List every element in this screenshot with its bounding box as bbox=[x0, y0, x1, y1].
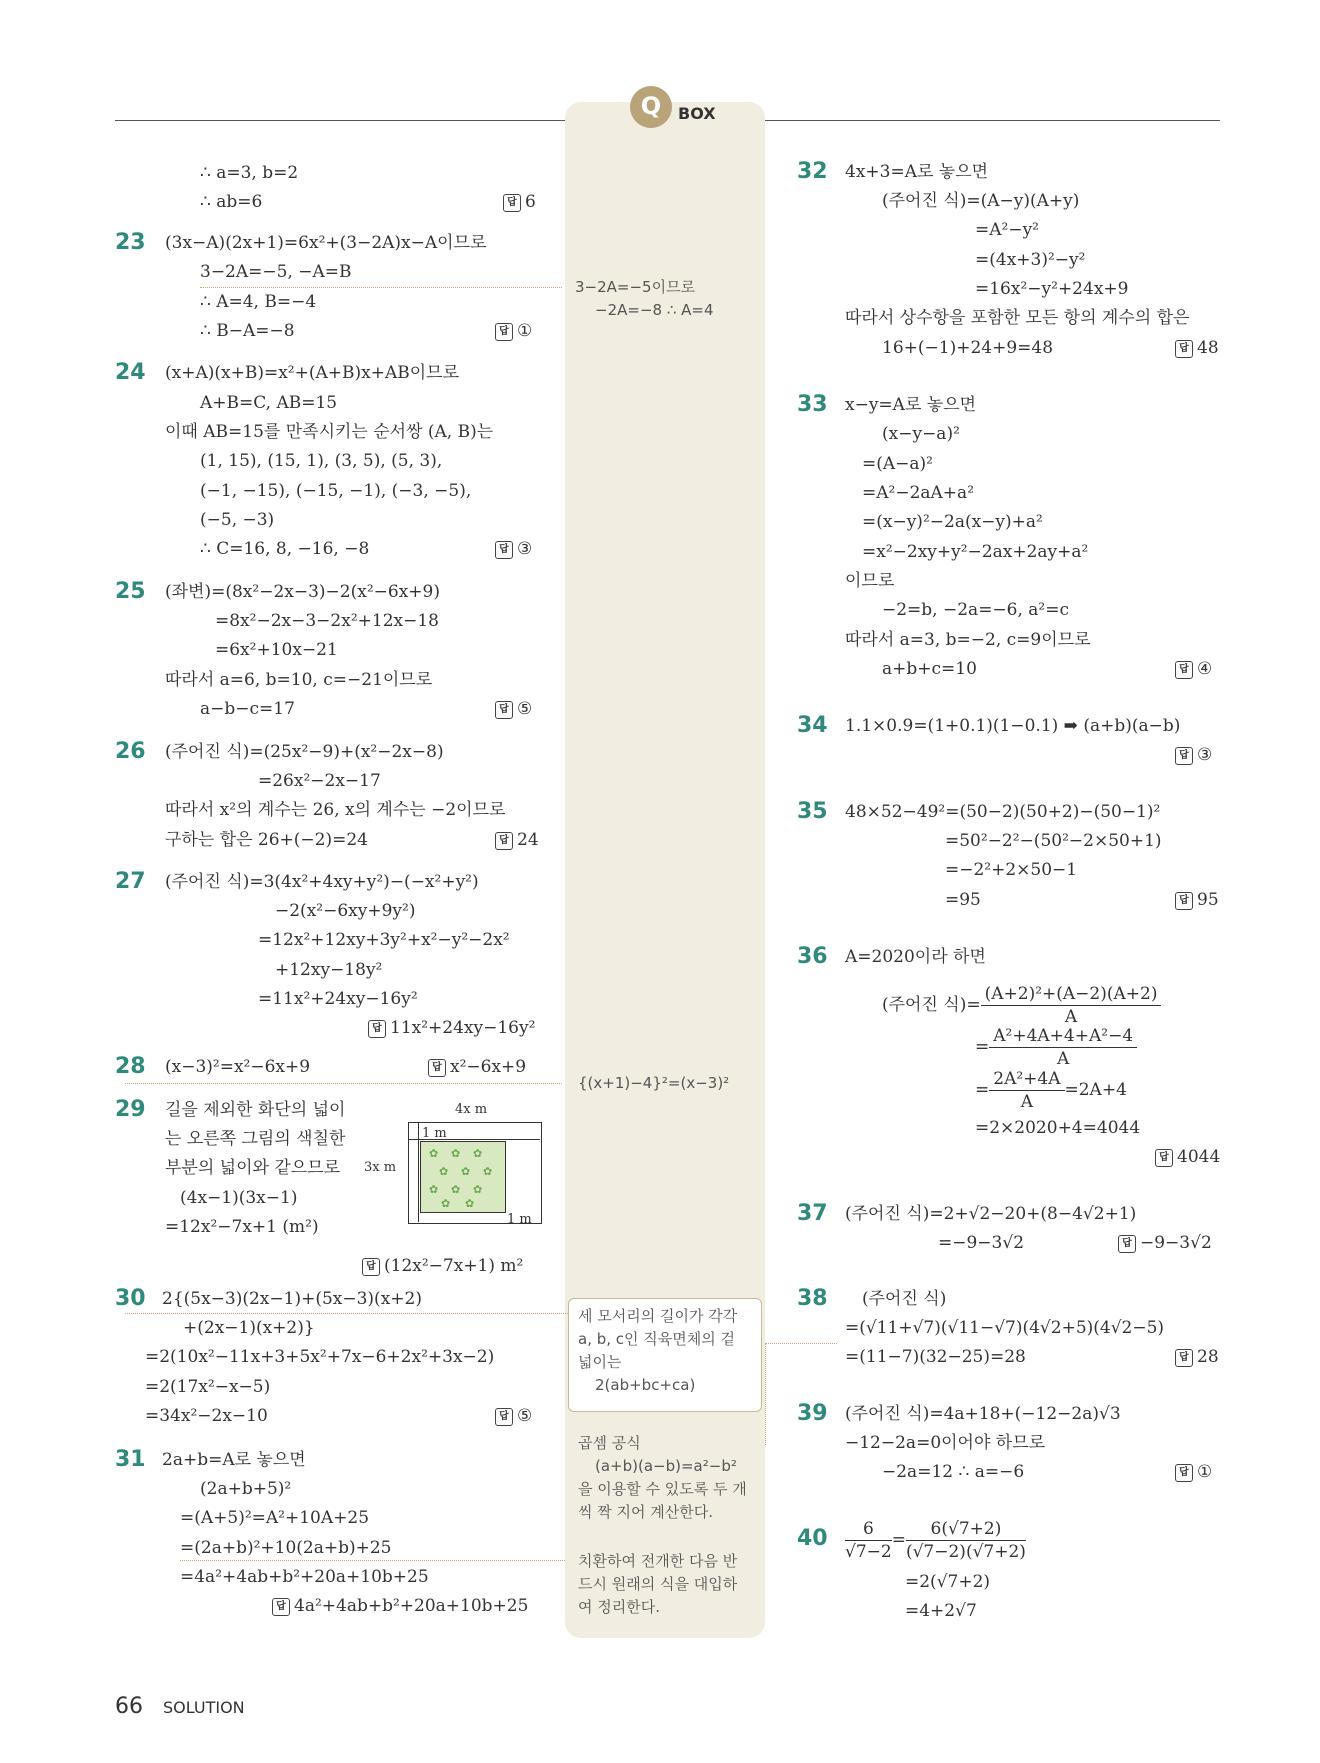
plant-icon: ✿ bbox=[465, 1197, 475, 1210]
path-divider-h bbox=[408, 1139, 540, 1140]
note: 을 이용할 수 있도록 두 개 bbox=[578, 1480, 747, 1498]
line: =4a²+4ab+b²+20a+10b+25 bbox=[180, 1567, 429, 1587]
leader-line bbox=[765, 1343, 766, 1445]
answer-value: ① bbox=[1197, 1462, 1213, 1482]
answer bbox=[1175, 658, 1212, 680]
answer bbox=[272, 1595, 528, 1617]
numerator: 6(√7+2) bbox=[906, 1518, 1026, 1541]
problem-number: 30 bbox=[115, 1286, 146, 1311]
problem-number: 26 bbox=[115, 739, 146, 764]
figure-label-inner-bottom: 1 m bbox=[507, 1212, 532, 1227]
answer bbox=[495, 698, 532, 720]
line: (3x−A)(2x+1)=6x²+(3−2A)x−A이므로 bbox=[165, 233, 487, 253]
answer-mark: 답 bbox=[495, 541, 513, 559]
plant-icon: ✿ bbox=[473, 1183, 483, 1196]
denominator: √7−2 bbox=[845, 1542, 892, 1562]
line: 1.1×0.9=(1+0.1)(1−0.1) ➡ (a+b)(a−b) bbox=[845, 716, 1181, 736]
problem-number: 36 bbox=[797, 944, 828, 969]
answer bbox=[368, 1017, 535, 1039]
line: =A²−y² bbox=[975, 220, 1039, 240]
answer bbox=[503, 191, 536, 213]
line: 따라서 a=6, b=10, c=−21이므로 bbox=[165, 670, 433, 690]
line: $\frac{6}{√7-2}$ = $\frac{6(√7+2)}{(√7-2)(√7+2)}$ bbox=[845, 1519, 1026, 1562]
line: =11x²+24xy−16y² bbox=[258, 989, 418, 1009]
plant-icon: ✿ bbox=[429, 1147, 439, 1160]
problem-number: 25 bbox=[115, 579, 146, 604]
line: =95 bbox=[945, 890, 981, 910]
note: 넓이는 bbox=[578, 1353, 622, 1371]
plant-icon: ✿ bbox=[473, 1147, 483, 1160]
line: A=2020이라 하면 bbox=[845, 947, 986, 967]
line: =34x²−2x−10 bbox=[145, 1406, 268, 1426]
line: 따라서 a=3, b=−2, c=9이므로 bbox=[845, 630, 1091, 650]
fraction bbox=[989, 1025, 1137, 1070]
line: A+B=C, AB=15 bbox=[200, 393, 338, 413]
answer-value: x²−6x+9 bbox=[450, 1057, 527, 1077]
answer bbox=[495, 829, 539, 851]
leader-line bbox=[125, 1313, 568, 1314]
line: =2×2020+4=4044 bbox=[975, 1118, 1141, 1138]
problem-number: 33 bbox=[797, 392, 828, 417]
line: 16+(−1)+24+9=48 bbox=[882, 338, 1054, 358]
figure-label-top: 4x m bbox=[455, 1102, 488, 1117]
answer-value: ⑤ bbox=[517, 1406, 533, 1426]
line: (2a+b+5)² bbox=[200, 1479, 292, 1499]
line: (−1, −15), (−15, −1), (−3, −5), bbox=[200, 481, 472, 501]
line: (좌변)=(8x²−2x−3)−2(x²−6x+9) bbox=[165, 582, 440, 602]
line: (주어진 식)=4a+18+(−12−2a)√3 bbox=[845, 1404, 1121, 1424]
numerator: A²+4A+4+A²−4 bbox=[989, 1025, 1137, 1048]
answer bbox=[1175, 744, 1212, 766]
answer-value: ⑤ bbox=[517, 699, 533, 719]
denominator: A bbox=[1064, 1007, 1078, 1027]
note: 씩 짝 지어 계산한다. bbox=[578, 1503, 713, 1521]
line: a+b+c=10 bbox=[882, 659, 977, 679]
line: =(A+5)²=A²+10A+25 bbox=[180, 1508, 370, 1528]
problem-number: 39 bbox=[797, 1401, 828, 1426]
problem-number: 28 bbox=[115, 1054, 146, 1079]
answer-value: 24 bbox=[517, 830, 539, 850]
problem-number: 35 bbox=[797, 799, 828, 824]
answer-mark: 답 bbox=[272, 1598, 290, 1616]
leader-line bbox=[180, 1560, 565, 1561]
denominator: A bbox=[1020, 1092, 1034, 1112]
note: {(x+1)−4}²=(x−3)² bbox=[578, 1074, 730, 1092]
line: 2{(5x−3)(2x−1)+(5x−3)(x+2) bbox=[162, 1289, 422, 1309]
note: −2A=−8 ∴ A=4 bbox=[595, 301, 714, 319]
answer bbox=[1175, 1461, 1212, 1483]
answer-value: ① bbox=[517, 321, 533, 341]
plant-icon: ✿ bbox=[483, 1165, 493, 1178]
denominator: A bbox=[1057, 1049, 1070, 1069]
line: 구하는 합은 26+(−2)=24 bbox=[165, 830, 368, 850]
line: = $\frac{\text{2A²+4A}}{A}$ =2A+4 bbox=[975, 1069, 1127, 1112]
answer-mark: 답 bbox=[368, 1020, 386, 1038]
answer-value: ④ bbox=[1197, 659, 1213, 679]
answer-mark: 답 bbox=[1118, 1235, 1136, 1253]
answer bbox=[1155, 1146, 1220, 1168]
line: (주어진 식)=(25x²−9)+(x²−2x−8) bbox=[165, 742, 444, 762]
line: =(x−y)²−2a(x−y)+a² bbox=[862, 512, 1043, 532]
note: 치환하여 전개한 다음 반 bbox=[578, 1552, 738, 1570]
leader-line bbox=[765, 1343, 837, 1344]
line: a−b−c=17 bbox=[200, 699, 295, 719]
answer-value: ③ bbox=[1197, 745, 1213, 765]
answer-mark: 답 bbox=[495, 701, 513, 719]
line: +(2x−1)(x+2)} bbox=[183, 1318, 315, 1338]
line: 부분의 넓이와 같으므로 bbox=[165, 1158, 341, 1178]
line: +12xy−18y² bbox=[275, 960, 383, 980]
plant-icon: ✿ bbox=[441, 1197, 451, 1210]
answer bbox=[428, 1056, 526, 1078]
note: a, b, c인 직육면체의 겉 bbox=[578, 1330, 735, 1348]
answer-value: 28 bbox=[1197, 1347, 1219, 1367]
line: 48×52−49²=(50−2)(50+2)−(50−1)² bbox=[845, 802, 1161, 822]
garden-figure bbox=[364, 1095, 550, 1235]
line: (주어진 식)=2+√2−20+(8−4√2+1) bbox=[845, 1204, 1137, 1224]
line: (1, 15), (15, 1), (3, 5), (5, 3), bbox=[200, 451, 443, 471]
plant-icon: ✿ bbox=[461, 1165, 471, 1178]
problem-number: 38 bbox=[797, 1286, 828, 1311]
problem-number: 31 bbox=[115, 1447, 146, 1472]
header-rule-right bbox=[765, 120, 1220, 121]
line: 따라서 상수항을 포함한 모든 항의 계수의 합은 bbox=[845, 308, 1190, 328]
line: =26x²−2x−17 bbox=[258, 771, 381, 791]
answer-mark: 답 bbox=[495, 832, 513, 850]
line: =(2a+b)²+10(2a+b)+25 bbox=[180, 1538, 392, 1558]
leader-line bbox=[200, 287, 562, 288]
answer-mark: 답 bbox=[1155, 1149, 1173, 1167]
figure-label-inner-top: 1 m bbox=[422, 1126, 447, 1141]
line: =6x²+10x−21 bbox=[215, 640, 338, 660]
answer-mark: 답 bbox=[1175, 747, 1193, 765]
line: =−9−3√2 bbox=[938, 1233, 1025, 1253]
line: =(A−a)² bbox=[862, 454, 933, 474]
line: = $\frac{\text{A²+4A+4+A²−4}}{A}$ bbox=[975, 1025, 1137, 1070]
leader-line bbox=[125, 1083, 562, 1084]
line: ∴ ab=6 bbox=[200, 192, 263, 212]
answer-value: −9−3√2 bbox=[1140, 1233, 1212, 1253]
line: =2(√7+2) bbox=[905, 1572, 991, 1592]
problem-number: 34 bbox=[797, 713, 828, 738]
q-box-label: BOX bbox=[678, 104, 716, 123]
problem-number: 27 bbox=[115, 869, 146, 894]
answer bbox=[362, 1255, 523, 1277]
answer-mark: 답 bbox=[1175, 1464, 1193, 1482]
line: ∴ B−A=−8 bbox=[200, 321, 295, 341]
plant-icon: ✿ bbox=[451, 1183, 461, 1196]
line: −2=b, −2a=−6, a²=c bbox=[882, 600, 1070, 620]
answer-mark: 답 bbox=[1175, 1349, 1193, 1367]
line: =16x²−y²+24x+9 bbox=[975, 279, 1129, 299]
q-box-logo: Q bbox=[630, 86, 672, 128]
note: 여 정리한다. bbox=[578, 1598, 660, 1616]
line: 따라서 x²의 계수는 26, x의 계수는 −2이므로 bbox=[165, 800, 506, 820]
note: 곱셈 공식 bbox=[578, 1434, 641, 1452]
note: 세 모서리의 길이가 각각 bbox=[578, 1307, 738, 1325]
shaded-garden bbox=[420, 1141, 506, 1213]
answer-mark: 답 bbox=[428, 1059, 446, 1077]
answer-mark: 답 bbox=[1175, 661, 1193, 679]
answer bbox=[495, 538, 532, 560]
line: =4+2√7 bbox=[905, 1601, 977, 1621]
line: =12x²−7x+1 (m²) bbox=[165, 1217, 319, 1237]
problem-number: 40 bbox=[797, 1526, 828, 1551]
answer bbox=[1175, 337, 1219, 359]
line: (주어진 식)=3(4x²+4xy+y²)−(−x²+y²) bbox=[165, 872, 479, 892]
figure-label-left: 3x m bbox=[364, 1160, 397, 1175]
line: −2(x²−6xy+9y²) bbox=[275, 901, 416, 921]
fraction bbox=[981, 983, 1162, 1028]
note: (a+b)(a−b)=a²−b² bbox=[595, 1457, 737, 1475]
answer-mark: 답 bbox=[495, 323, 513, 341]
line bbox=[882, 983, 1161, 1028]
answer-value: 95 bbox=[1197, 890, 1219, 910]
line: (x+A)(x+B)=x²+(A+B)x+AB이므로 bbox=[165, 363, 459, 383]
line: =2(17x²−x−5) bbox=[145, 1377, 271, 1397]
line: 2a+b=A로 놓으면 bbox=[162, 1450, 306, 1470]
line: x−y=A로 놓으면 bbox=[845, 395, 977, 415]
plant-icon: ✿ bbox=[439, 1165, 449, 1178]
plant-icon: ✿ bbox=[429, 1183, 439, 1196]
line: ∴ C=16, 8, −16, −8 bbox=[200, 539, 370, 559]
footer-label: SOLUTION bbox=[163, 1698, 245, 1717]
numerator: (A+2)²+(A−2)(A+2) bbox=[981, 983, 1162, 1006]
answer bbox=[1118, 1232, 1212, 1254]
answer-value: 48 bbox=[1197, 338, 1219, 358]
fraction bbox=[989, 1068, 1064, 1113]
note: 3−2A=−5이므로 bbox=[575, 278, 696, 296]
header-rule-left bbox=[115, 120, 565, 121]
line: (x−y−a)² bbox=[882, 424, 960, 444]
answer-value: 6 bbox=[525, 192, 536, 212]
line: 이므로 bbox=[845, 571, 895, 591]
line: =(√11+√7)(√11−√7)(4√2+5)(4√2−5) bbox=[845, 1318, 1165, 1338]
line: (주어진 식) bbox=[862, 1289, 947, 1309]
line: (4x−1)(3x−1) bbox=[180, 1188, 298, 1208]
denominator: (√7−2)(√7+2) bbox=[905, 1542, 1026, 1562]
answer-mark: 답 bbox=[1175, 892, 1193, 910]
line: (주어진 식)=(A−y)(A+y) bbox=[882, 191, 1080, 211]
problem-number: 23 bbox=[115, 230, 146, 255]
line: =2(10x²−11x+3+5x²+7x−6+2x²+3x−2) bbox=[145, 1347, 495, 1367]
answer-mark: 답 bbox=[495, 1408, 513, 1426]
answer-value: 4044 bbox=[1177, 1147, 1221, 1167]
line: ∴ a=3, b=2 bbox=[200, 163, 299, 183]
note: 드시 원래의 식을 대입하 bbox=[578, 1575, 738, 1593]
line: 이때 AB=15를 만족시키는 순서쌍 (A, B)는 bbox=[165, 422, 494, 442]
note: 2(ab+bc+ca) bbox=[595, 1376, 696, 1394]
answer bbox=[1175, 1346, 1219, 1368]
answer-mark: 답 bbox=[362, 1258, 380, 1276]
path-divider-v bbox=[418, 1122, 419, 1222]
line: =12x²+12xy+3y²+x²−y²−2x² bbox=[258, 930, 510, 950]
problem-number: 37 bbox=[797, 1201, 828, 1226]
answer bbox=[1175, 889, 1219, 911]
line: (−5, −3) bbox=[200, 510, 275, 530]
answer bbox=[495, 1405, 532, 1427]
line: 4x+3=A로 놓으면 bbox=[845, 162, 989, 182]
line-suffix: =2A+4 bbox=[1064, 1080, 1127, 1100]
answer-value: 4a²+4ab+b²+20a+10b+25 bbox=[294, 1596, 529, 1616]
line-prefix: (주어진 식)= bbox=[882, 995, 981, 1015]
line: =(4x+3)²−y² bbox=[975, 250, 1086, 270]
problem-number: 24 bbox=[115, 360, 146, 385]
plant-icon: ✿ bbox=[451, 1147, 461, 1160]
line: =x²−2xy+y²−2ax+2ay+a² bbox=[862, 542, 1089, 562]
line: =A²−2aA+a² bbox=[862, 483, 975, 503]
line: =−2²+2×50−1 bbox=[945, 860, 1078, 880]
answer-value: (12x²−7x+1) m² bbox=[384, 1256, 524, 1276]
line: 는 오른쪽 그림의 색칠한 bbox=[165, 1129, 346, 1149]
numerator: 2A²+4A bbox=[989, 1068, 1064, 1091]
fraction bbox=[906, 1518, 1026, 1563]
line: −12−2a=0이어야 하므로 bbox=[845, 1433, 1046, 1453]
answer-mark: 답 bbox=[1175, 340, 1193, 358]
line: 3−2A=−5, −A=B bbox=[200, 262, 352, 282]
problem-number: 32 bbox=[797, 159, 828, 184]
answer-mark: 답 bbox=[503, 194, 521, 212]
answer-value: 11x²+24xy−16y² bbox=[390, 1018, 536, 1038]
line: ∴ A=4, B=−4 bbox=[200, 292, 317, 312]
line: =(11−7)(32−25)=28 bbox=[845, 1347, 1026, 1367]
line: =50²−2²−(50²−2×50+1) bbox=[945, 831, 1162, 851]
answer bbox=[495, 320, 532, 342]
numerator: 6 bbox=[845, 1518, 892, 1541]
page-number: 66 bbox=[115, 1694, 143, 1719]
line: 길을 제외한 화단의 넓이 bbox=[165, 1100, 346, 1120]
line: −2a=12 ∴ a=−6 bbox=[882, 1462, 1025, 1482]
fraction bbox=[845, 1518, 892, 1563]
answer-value: ③ bbox=[517, 539, 533, 559]
problem-number: 29 bbox=[115, 1097, 146, 1122]
line: =8x²−2x−3−2x²+12x−18 bbox=[215, 611, 439, 631]
line: (x−3)²=x²−6x+9 bbox=[165, 1057, 311, 1077]
